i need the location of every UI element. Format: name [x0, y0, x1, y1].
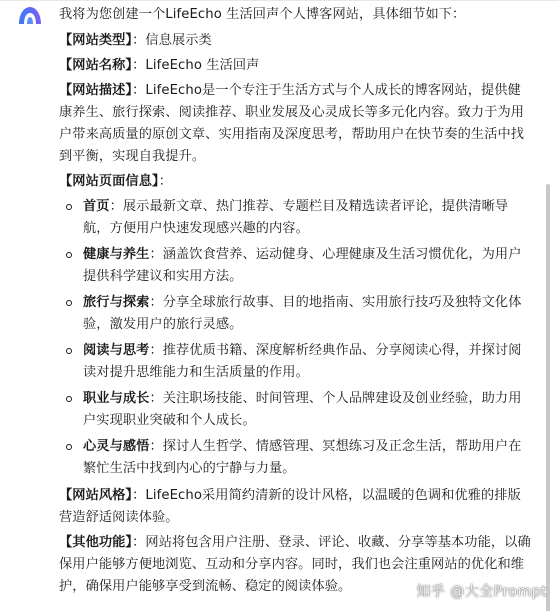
list-item: [83, 244, 534, 288]
list-item-title: 心灵与感悟: [83, 439, 150, 454]
message-content: [59, 4, 534, 601]
page-info-heading: [59, 171, 534, 193]
list-item-text: ：推荐优质书籍、深度解析经典作品、分享阅读心得，并探讨阅读对提升思维能力和生活质量的作用。: [83, 343, 522, 380]
website-style-row: [59, 485, 534, 529]
website-name-value: ：LifeEcho 生活回声: [132, 58, 260, 73]
watermark-text: 知乎 @大全Prompt: [416, 584, 547, 600]
bullet-circle-icon: [66, 300, 72, 306]
bullet-circle-icon: [66, 444, 72, 450]
website-type-label: 【网站类型】: [59, 33, 133, 48]
website-description-row: [59, 80, 534, 168]
other-features-label: 【其他功能】: [59, 535, 133, 550]
list-item: [83, 340, 534, 384]
website-name-row: [59, 55, 534, 77]
list-item-title: 职业与成长: [83, 391, 150, 406]
bullet-circle-icon: [66, 396, 72, 402]
website-style-value: ：LifeEcho采用简约清新的设计风格，以温暖的色调和优雅的排版营造舒适阅读体验。: [59, 488, 521, 525]
page-info-list: [59, 196, 534, 480]
other-features-value: ：网站将包含用户注册、登录、评论、收藏、分享等基本功能，以确保用户能够方便地浏览、互动和分享内容。同时，我们也会注重网站的优化和维护，确保用户能够享受到流畅、稳定的阅读体验。: [59, 535, 531, 594]
website-type-row: [59, 30, 534, 52]
website-description-label: 【网站描述】: [59, 83, 133, 98]
bullet-circle-icon: [66, 252, 72, 258]
page-info-label: 【网站页面信息】: [59, 174, 159, 189]
website-style-label: 【网站风格】: [59, 488, 133, 503]
list-item: [83, 388, 534, 432]
website-name-label: 【网站名称】: [59, 58, 133, 73]
website-type-value: ：信息展示类: [132, 33, 212, 48]
assistant-logo-icon: [17, 5, 43, 25]
list-item-title: 健康与养生: [83, 247, 150, 262]
bullet-circle-icon: [66, 204, 72, 210]
list-item-text: ：展示最新文章、热门推荐、专题栏目及精选读者评论，提供清晰导航，方便用户快速发现感兴趣的内容。: [83, 199, 509, 236]
list-item-text: ：关注职场技能、时间管理、个人品牌建设及创业经验，助力用户实现职业突破和个人成长。: [83, 391, 522, 428]
list-item: [83, 196, 534, 240]
list-item-text: ：涵盖饮食营养、运动健身、心理健康及生活习惯优化，为用户提供科学建议和实用方法。: [83, 247, 522, 284]
list-item-title: 首页: [83, 199, 110, 214]
list-item: [83, 436, 534, 480]
list-item-title: 阅读与思考: [83, 343, 150, 358]
list-item-text: ：分享全球旅行故事、目的地指南、实用旅行技巧及独特文化体验，激发用户的旅行灵感。: [83, 295, 522, 332]
page-info-suffix: ：: [158, 174, 172, 189]
bullet-circle-icon: [66, 348, 72, 354]
list-item: [83, 292, 534, 336]
intro-text: 我将为您创建一个LifeEcho 生活回声个人博客网站，具体细节如下：: [59, 7, 466, 22]
website-description-value: ：LifeEcho是一个专注于生活方式与个人成长的博客网站，提供健康养生、旅行探索、阅读推荐、职业发展及心灵成长等多元化内容。致力于为用户带来高质量的原创文章、实用指南及深度思考，帮助用户在快节奏的生活中找到平衡，实现自我提升。: [59, 83, 525, 164]
list-item-title: 旅行与探索: [83, 295, 150, 310]
scrollbar-thumb[interactable]: [546, 184, 550, 611]
list-item-text: ：探讨人生哲学、情感管理、冥想练习及正念生活，帮助用户在繁忙生活中找到内心的宁静与力量。: [83, 439, 522, 476]
